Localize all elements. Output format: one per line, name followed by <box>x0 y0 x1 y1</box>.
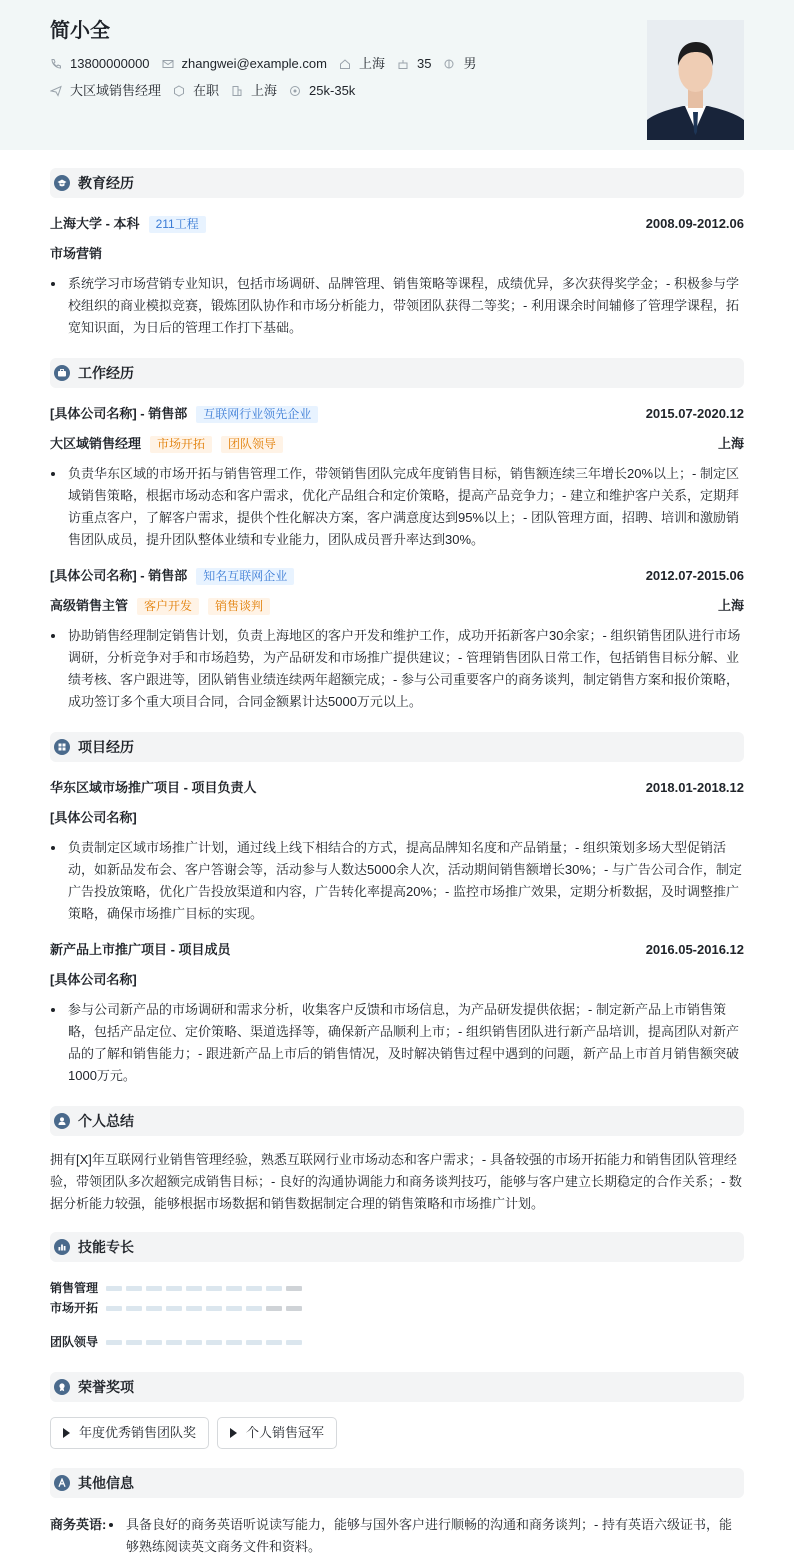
city-info <box>339 54 385 74</box>
skill-segment-filled <box>226 1340 242 1345</box>
work-company: [具体公司名称] - 销售部 <box>50 568 188 584</box>
skill-segment-filled <box>186 1340 202 1345</box>
project-desc-text: 参与公司新产品的市场调研和需求分析，收集客户反馈和市场信息，为产品研发提供依据；- 制定新产品上市销售策略，包括产品定位、定价策略、渠道选择等，确保新产品顺利上市；- 组织销售团队进行新产品培训，提高团队对新产品的了解和销售能力；- 跟进新产品上市后的销售情况，及时解决销售过程中遇到的问题，新产品上市首月销售额突破1000万元。 <box>68 1002 739 1083</box>
section-project-title: 项目经历 <box>78 738 134 755</box>
mail-icon <box>162 58 174 70</box>
briefcase-icon <box>54 365 70 381</box>
skill-segment-filled <box>146 1306 162 1311</box>
phone-icon <box>50 58 62 70</box>
skill-segment-filled <box>166 1340 182 1345</box>
user-icon <box>54 1113 70 1129</box>
project-item <box>50 940 744 1087</box>
skill-segment-empty <box>286 1306 302 1311</box>
graduation-cap-icon <box>54 175 70 191</box>
work-company-row <box>50 566 744 586</box>
work-desc <box>50 463 744 551</box>
bar-chart-icon <box>54 1239 70 1255</box>
project-desc <box>50 999 744 1087</box>
work-desc-text: 协助销售经理制定销售计划，负责上海地区的客户开发和维护工作，成功开拓新客户30余家；- 组织销售团队进行市场调研，分析竞争对手和市场趋势，为产品研发和市场推广提供建议；- 管理销售团队日常工作，包括销售目标分解、业绩考核、客户跟进等，团队销售业绩连续两年超额完成；- 参与公司重要客户的商务谈判，制定销售方案和报价策略，成功签订多个重大项目合同，合同金额累计达5000万元以上。 <box>68 628 741 709</box>
section-other-title: 其他信息 <box>78 1474 134 1491</box>
awards-list <box>50 1417 744 1449</box>
grid-icon <box>54 739 70 755</box>
section-awards-title: 荣誉奖项 <box>78 1378 134 1395</box>
education-row <box>50 214 744 234</box>
work-tag: 团队领导 <box>221 436 283 453</box>
coin-icon <box>289 85 301 97</box>
skill-segment-filled <box>246 1306 262 1311</box>
email-info <box>162 54 327 74</box>
skill-segment-filled <box>166 1306 182 1311</box>
cake-icon <box>397 58 409 70</box>
contact-row <box>50 54 744 74</box>
project-desc-text: 负责制定区域市场推广计划，通过线上线下相结合的方式，提高品牌知名度和产品销量；- 组织策划多场大型促销活动，如新品发布会、客户答谢会等，活动参与人数达5000余人次，活动期间销售额增长30%；- 与广告公司合作，制定广告投放策略，优化广告投放渠道和内容，广告转化率提高20%；- 监控市场推广效果，定期分析数据，及时调整推广策略，确保市场推广目标的实现。 <box>68 840 742 921</box>
work-company-tag: 互联网行业领先企业 <box>196 406 318 423</box>
home-icon <box>339 58 351 70</box>
resume-header <box>0 0 794 150</box>
avatar <box>647 20 744 140</box>
award-item[interactable] <box>217 1417 337 1449</box>
award-label: 年度优秀销售团队奖 <box>79 1425 197 1441</box>
skill-segment-filled <box>246 1340 262 1345</box>
city-text: 上海 <box>358 56 385 72</box>
work-company: [具体公司名称] - 销售部 <box>50 406 188 422</box>
work-desc <box>50 625 744 713</box>
section-summary-title: 个人总结 <box>78 1112 134 1129</box>
work-title-row <box>50 596 744 616</box>
work-company-row <box>50 404 744 424</box>
work-date: 2012.07-2015.06 <box>645 568 744 584</box>
skill-name: 市场开拓 <box>50 1301 99 1315</box>
skill-level-bar <box>106 1286 306 1291</box>
skill-segment-filled <box>226 1306 242 1311</box>
education-date: 2008.09-2012.06 <box>645 216 744 232</box>
letter-a-icon <box>54 1475 70 1491</box>
phone-text: 13800000000 <box>70 56 150 72</box>
education-desc <box>50 273 744 339</box>
skill-name: 团队领导 <box>50 1335 99 1349</box>
skill-segment-filled <box>206 1340 222 1345</box>
skill-name: 销售管理 <box>50 1281 99 1295</box>
skill-segment-filled <box>166 1286 182 1291</box>
other-desc-text: 具备良好的商务英语听说读写能力，能够与国外客户进行顺畅的沟通和商务谈判；- 持有英语六级证书，能够熟练阅读英文商务文件和资料。 <box>126 1517 732 1554</box>
skill-level-bar <box>106 1306 306 1311</box>
resume-body <box>0 168 794 1558</box>
candidate-name: 简小全 <box>50 20 110 42</box>
project-item <box>50 778 744 925</box>
work-tag: 销售谈判 <box>208 598 270 615</box>
work-title: 大区域销售经理 <box>50 436 142 452</box>
work-company-tag: 知名互联网企业 <box>196 568 294 585</box>
section-other <box>50 1468 744 1498</box>
skill-segment-filled <box>266 1286 282 1291</box>
project-date: 2018.01-2018.12 <box>645 780 744 796</box>
award-item[interactable] <box>50 1417 209 1449</box>
skill-segment-filled <box>146 1286 162 1291</box>
work-city-info <box>231 81 277 101</box>
work-date: 2015.07-2020.12 <box>645 406 744 422</box>
section-education-title: 教育经历 <box>78 174 134 191</box>
education-major: 市场营销 <box>50 246 103 261</box>
skills-list <box>50 1278 744 1352</box>
medal-icon <box>54 1379 70 1395</box>
email-text: zhangwei@example.com <box>181 56 327 72</box>
work-location: 上海 <box>717 436 744 452</box>
section-awards <box>50 1372 744 1402</box>
section-work-title: 工作经历 <box>78 364 134 381</box>
age-info <box>397 54 431 74</box>
salary-text: 25k-35k <box>309 83 356 99</box>
section-summary <box>50 1106 744 1136</box>
education-desc-text: 系统学习市场营销专业知识，包括市场调研、品牌管理、销售策略等课程，成绩优异，多次获得奖学金；- 积极参与学校组织的商业模拟竞赛，锻炼团队协作和市场分析能力，带领团队获得二等奖；- 利用课余时间辅修了管理学课程，拓宽知识面，为日后的管理工作打下基础。 <box>68 276 739 335</box>
other-desc <box>108 1514 744 1558</box>
work-desc-text: 负责华东区域的市场开拓与销售管理工作，带领销售团队完成年度销售目标，销售额连续三年增长20%以上；- 制定区域销售策略，根据市场动态和客户需求，优化产品组合和定价策略，提高产品竞争力；- 建立和维护客户关系，定期拜访重点客户，了解客户需求，提供个性化解决方案，客户满意度达到95%以上；- 团队管理方面，招聘、培训和激励销售团队成员，提升团队整体业绩和专业能力，团队成员晋升率达到30%。 <box>68 466 739 547</box>
age-text: 35 <box>416 56 432 72</box>
section-work <box>50 358 744 388</box>
skill-segment-filled <box>186 1286 202 1291</box>
other-row <box>50 1514 744 1558</box>
salary-info <box>289 81 355 101</box>
work-tag: 客户开发 <box>137 598 199 615</box>
skill-segment-filled <box>146 1340 162 1345</box>
gender-icon <box>443 58 455 70</box>
other-label: 商务英语: <box>50 1517 107 1532</box>
skill-segment-filled <box>106 1306 122 1311</box>
project-date: 2016.05-2016.12 <box>645 942 744 958</box>
building-icon <box>231 85 243 97</box>
skill-segment-filled <box>226 1286 242 1291</box>
project-name-row <box>50 778 744 798</box>
skill-segment-filled <box>206 1306 222 1311</box>
education-school: 上海大学 - 本科 <box>50 216 140 232</box>
award-label: 个人销售冠军 <box>246 1425 325 1441</box>
skill-item <box>50 1278 403 1298</box>
skill-item <box>50 1332 403 1352</box>
skill-segment-filled <box>266 1340 282 1345</box>
section-skills <box>50 1232 744 1262</box>
status-info <box>173 81 219 101</box>
skill-segment-filled <box>186 1306 202 1311</box>
skill-segment-filled <box>126 1306 142 1311</box>
play-icon <box>63 1428 70 1438</box>
skill-segment-empty <box>286 1286 302 1291</box>
gender-text: 男 <box>463 56 477 72</box>
phone-info <box>50 54 150 74</box>
job-row <box>50 81 744 101</box>
summary-text: 拥有[X]年互联网行业销售管理经验，熟悉互联网行业市场动态和客户需求；- 具备较强的市场开拓能力和销售团队管理经验，带领团队多次超额完成销售目标；- 良好的沟通协调能力和商务谈判技巧，能够与客户建立长期稳定的合作关系；- 数据分析能力较强，能够根据市场数据和销售数据制定合理的销售策略和市场推广计划。 <box>50 1152 742 1211</box>
skill-segment-filled <box>106 1340 122 1345</box>
position-text: 大区域销售经理 <box>70 83 162 99</box>
skill-segment-filled <box>246 1286 262 1291</box>
send-icon <box>50 85 62 97</box>
play-icon <box>230 1428 237 1438</box>
skill-segment-empty <box>266 1306 282 1311</box>
project-name: 华东区域市场推广项目 - 项目负责人 <box>50 780 257 796</box>
project-name: 新产品上市推广项目 - 项目成员 <box>50 942 231 958</box>
section-skills-title: 技能专长 <box>78 1238 134 1255</box>
skill-segment-filled <box>126 1340 142 1345</box>
work-title-row <box>50 434 744 454</box>
section-education <box>50 168 744 198</box>
skill-segment-filled <box>286 1340 302 1345</box>
section-project <box>50 732 744 762</box>
skill-segment-filled <box>206 1286 222 1291</box>
project-name-row <box>50 940 744 960</box>
hexagon-icon <box>173 85 185 97</box>
status-text: 在职 <box>193 83 220 99</box>
skill-level-bar <box>106 1340 306 1345</box>
work-item <box>50 404 744 551</box>
project-company: [具体公司名称] <box>50 972 137 987</box>
skill-item <box>50 1298 403 1318</box>
work-city-text: 上海 <box>251 83 278 99</box>
work-location: 上海 <box>717 598 744 614</box>
work-tag: 市场开拓 <box>150 436 212 453</box>
skill-segment-filled <box>106 1286 122 1291</box>
skill-segment-filled <box>126 1286 142 1291</box>
work-item <box>50 566 744 713</box>
position-info <box>50 81 161 101</box>
project-desc <box>50 837 744 925</box>
education-tag: 211工程 <box>149 216 206 233</box>
gender-info <box>443 54 476 74</box>
work-title: 高级销售主管 <box>50 598 129 614</box>
project-company: [具体公司名称] <box>50 810 137 825</box>
